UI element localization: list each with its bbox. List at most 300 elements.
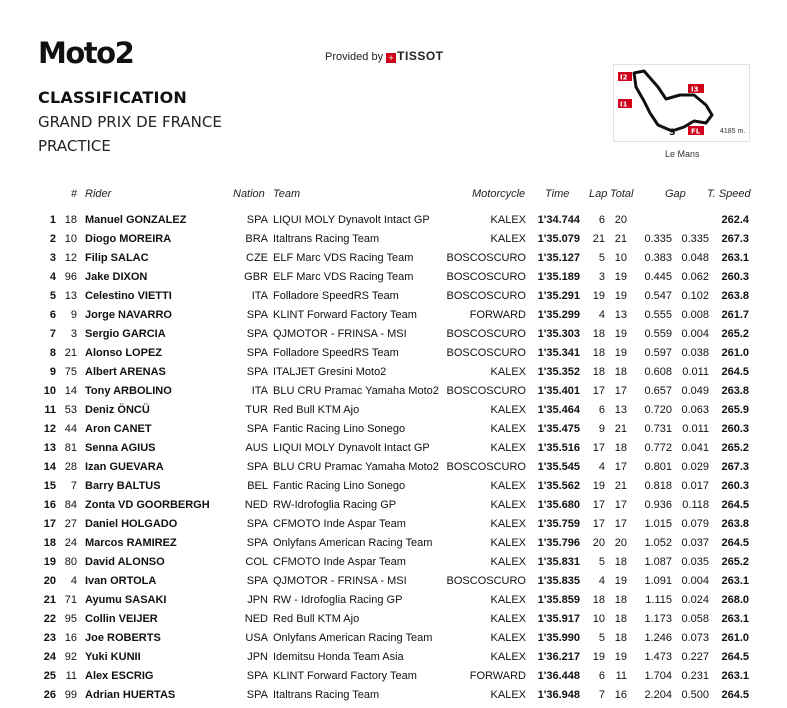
start-label: S <box>669 128 676 138</box>
cell-gap1: 0.720 <box>644 404 672 416</box>
cell-pos: 7 <box>49 328 56 340</box>
cell-nation: SPA <box>246 461 268 473</box>
cell-rider: Celestino VIETTI <box>85 290 172 302</box>
cell-total: 17 <box>614 385 627 397</box>
cell-speed: 263.1 <box>721 613 749 625</box>
cell-time: 1'35.831 <box>537 556 580 568</box>
cell-moto: KALEX <box>490 423 526 435</box>
cell-pos: 8 <box>49 347 56 359</box>
cell-gap2: 0.041 <box>681 442 709 454</box>
cell-team: QJMOTOR - FRINSA - MSI <box>273 575 407 587</box>
cell-gap1: 1.115 <box>645 594 672 606</box>
cell-gap2: 0.118 <box>682 499 709 511</box>
cell-total: 19 <box>614 271 627 283</box>
col-speed: T. Speed <box>707 188 751 200</box>
col-time: Time <box>545 188 570 200</box>
table-row <box>0 290 787 309</box>
cell-moto: BOSCOSCURO <box>446 575 526 587</box>
cell-team: RW - Idrofoglia Racing GP <box>273 594 403 606</box>
cell-lap: 9 <box>598 423 605 435</box>
cell-gap1: 1.246 <box>644 632 672 644</box>
cell-num: 18 <box>64 214 77 226</box>
cell-total: 21 <box>614 233 627 245</box>
cell-gap2: 0.035 <box>681 556 709 568</box>
cell-num: 4 <box>70 575 77 587</box>
table-row <box>0 214 787 233</box>
cell-time: 1'35.352 <box>537 366 580 378</box>
cell-rider: Joe ROBERTS <box>85 632 161 644</box>
cell-moto: KALEX <box>490 632 526 644</box>
cell-num: 16 <box>64 632 77 644</box>
cell-moto: BOSCOSCURO <box>446 252 526 264</box>
cell-num: 53 <box>64 404 77 416</box>
cell-gap2: 0.049 <box>681 385 709 397</box>
cell-team: ITALJET Gresini Moto2 <box>273 366 387 378</box>
cell-rider: Jake DIXON <box>85 271 148 283</box>
cell-lap: 4 <box>598 309 605 321</box>
cell-rider: Marcos RAMIREZ <box>85 537 177 549</box>
cell-lap: 18 <box>592 594 605 606</box>
cell-pos: 1 <box>49 214 56 226</box>
cell-lap: 3 <box>598 271 605 283</box>
cell-time: 1'35.680 <box>537 499 580 511</box>
cell-num: 81 <box>64 442 77 454</box>
finish-line-label: FL <box>691 127 701 136</box>
cell-gap1: 1.091 <box>644 575 672 587</box>
cell-lap: 17 <box>592 385 605 397</box>
cell-moto: KALEX <box>490 214 526 226</box>
cell-time: 1'35.759 <box>537 518 580 530</box>
cell-pos: 24 <box>43 651 56 663</box>
cell-rider: Collin VEIJER <box>85 613 158 625</box>
cell-num: 12 <box>64 252 77 264</box>
cell-team: CFMOTO Inde Aspar Team <box>273 556 406 568</box>
cell-speed: 268.0 <box>721 594 749 606</box>
cell-moto: KALEX <box>490 594 526 606</box>
cell-rider: Adrian HUERTAS <box>85 689 176 701</box>
cell-nation: SPA <box>246 518 268 530</box>
cell-num: 80 <box>64 556 77 568</box>
cell-pos: 20 <box>43 575 56 587</box>
cell-total: 10 <box>614 252 627 264</box>
cell-nation: TUR <box>245 404 268 416</box>
cell-nation: SPA <box>246 214 268 226</box>
cell-nation: ITA <box>251 290 268 302</box>
table-row <box>0 366 787 385</box>
cell-lap: 10 <box>592 613 605 625</box>
cell-pos: 25 <box>43 670 56 682</box>
cell-gap1: 0.818 <box>644 480 672 492</box>
cell-pos: 5 <box>49 290 56 302</box>
cell-nation: SPA <box>246 423 268 435</box>
table-row <box>0 670 787 689</box>
cell-total: 19 <box>614 575 627 587</box>
cell-team: LIQUI MOLY Dynavolt Intact GP <box>273 442 430 454</box>
cell-rider: Ivan ORTOLA <box>85 575 157 587</box>
cell-moto: BOSCOSCURO <box>446 328 526 340</box>
cell-team: Red Bull KTM Ajo <box>273 613 360 625</box>
sector-i1-label: I1 <box>620 100 628 109</box>
cell-num: 27 <box>64 518 77 530</box>
cell-pos: 9 <box>49 366 56 378</box>
cell-time: 1'35.079 <box>537 233 580 245</box>
cell-gap1: 0.657 <box>644 385 672 397</box>
cell-gap2: 0.227 <box>681 651 709 663</box>
cell-total: 21 <box>614 480 627 492</box>
cell-speed: 263.8 <box>721 518 749 530</box>
cell-gap1: 1.087 <box>644 556 672 568</box>
cell-num: 14 <box>64 385 77 397</box>
cell-gap1: 0.383 <box>644 252 672 264</box>
cell-total: 13 <box>614 404 627 416</box>
cell-moto: KALEX <box>490 556 526 568</box>
col-lap: Lap <box>589 188 608 200</box>
cell-team: LIQUI MOLY Dynavolt Intact GP <box>273 214 430 226</box>
cell-num: 24 <box>64 537 77 549</box>
cell-speed: 267.3 <box>721 233 749 245</box>
cell-speed: 261.7 <box>721 309 749 321</box>
cell-gap2: 0.024 <box>681 594 709 606</box>
cell-total: 21 <box>614 423 627 435</box>
cell-lap: 20 <box>592 537 605 549</box>
cell-moto: KALEX <box>490 366 526 378</box>
cell-pos: 11 <box>44 404 56 416</box>
table-row <box>0 518 787 537</box>
cell-moto: KALEX <box>490 613 526 625</box>
cell-time: 1'35.127 <box>537 252 580 264</box>
cell-time: 1'35.917 <box>537 613 580 625</box>
cell-gap1: 1.173 <box>644 613 672 625</box>
cell-total: 13 <box>614 309 627 321</box>
cell-total: 19 <box>614 328 627 340</box>
cell-gap1: 1.015 <box>644 518 672 530</box>
cell-num: 92 <box>64 651 77 663</box>
table-row <box>0 252 787 271</box>
cell-lap: 17 <box>592 442 605 454</box>
cell-gap2: 0.048 <box>681 252 709 264</box>
cell-gap1: 0.559 <box>644 328 672 340</box>
cell-num: 84 <box>64 499 77 511</box>
cell-total: 16 <box>614 689 627 701</box>
cell-lap: 19 <box>592 480 605 492</box>
cell-rider: Senna AGIUS <box>85 442 156 454</box>
cell-team: KLINT Forward Factory Team <box>273 670 417 682</box>
cell-pos: 26 <box>43 689 56 701</box>
cell-speed: 260.3 <box>721 271 749 283</box>
cell-time: 1'35.835 <box>537 575 580 587</box>
cell-moto: BOSCOSCURO <box>446 385 526 397</box>
cell-team: Onlyfans American Racing Team <box>273 632 433 644</box>
logo-text: Moto2 <box>38 36 134 70</box>
cell-speed: 261.0 <box>721 347 749 359</box>
cell-speed: 267.3 <box>721 461 749 473</box>
cell-pos: 15 <box>43 480 56 492</box>
cell-pos: 16 <box>43 499 56 511</box>
col-total: Total <box>610 188 634 200</box>
col-team: Team <box>273 188 301 200</box>
cell-nation: NED <box>244 499 268 511</box>
cell-speed: 263.1 <box>721 252 749 264</box>
cell-time: 1'35.990 <box>537 632 580 644</box>
cell-gap1: 0.801 <box>644 461 672 473</box>
table-row <box>0 309 787 328</box>
cell-total: 18 <box>614 442 627 454</box>
cell-team: QJMOTOR - FRINSA - MSI <box>273 328 407 340</box>
cell-team: RW-Idrofoglia Racing GP <box>273 499 397 511</box>
cell-lap: 19 <box>592 290 605 302</box>
cell-time: 1'34.744 <box>537 214 580 226</box>
cell-team: Idemitsu Honda Team Asia <box>273 651 404 663</box>
cell-moto: KALEX <box>490 404 526 416</box>
cell-lap: 5 <box>598 252 605 264</box>
cell-gap2: 0.004 <box>681 575 709 587</box>
cell-rider: Alex ESCRIG <box>85 670 154 682</box>
cell-nation: SPA <box>246 689 268 701</box>
cell-total: 20 <box>614 214 627 226</box>
cell-rider: Diogo MOREIRA <box>85 233 172 245</box>
cell-speed: 261.0 <box>721 632 749 644</box>
cell-speed: 264.5 <box>721 537 749 549</box>
cell-total: 17 <box>614 461 627 473</box>
cell-moto: BOSCOSCURO <box>446 290 526 302</box>
cell-rider: Albert ARENAS <box>85 366 166 378</box>
cell-speed: 260.3 <box>721 480 749 492</box>
col-nation: Nation <box>233 188 265 200</box>
cell-nation: USA <box>245 632 268 644</box>
cell-speed: 264.5 <box>721 366 749 378</box>
cell-gap1: 2.204 <box>644 689 672 701</box>
cell-total: 20 <box>614 537 627 549</box>
cell-time: 1'35.401 <box>537 385 580 397</box>
table-row <box>0 404 787 423</box>
cell-pos: 23 <box>43 632 56 644</box>
cell-gap1: 0.608 <box>644 366 672 378</box>
cell-team: ELF Marc VDS Racing Team <box>273 252 414 264</box>
cell-lap: 18 <box>592 366 605 378</box>
cell-moto: KALEX <box>490 689 526 701</box>
provided-by-label: Provided by <box>325 51 384 63</box>
cell-gap2: 0.063 <box>681 404 709 416</box>
cell-lap: 6 <box>598 214 605 226</box>
cell-team: CFMOTO Inde Aspar Team <box>273 518 406 530</box>
cell-lap: 5 <box>598 556 605 568</box>
cell-team: Folladore SpeedRS Team <box>273 347 399 359</box>
cell-lap: 7 <box>598 689 605 701</box>
cell-lap: 6 <box>598 670 605 682</box>
cell-nation: COL <box>245 556 268 568</box>
col-gap: Gap <box>665 188 686 200</box>
cell-lap: 18 <box>592 347 605 359</box>
sector-i2-label: I2 <box>620 73 628 82</box>
cell-num: 95 <box>64 613 77 625</box>
table-row <box>0 480 787 499</box>
cell-nation: NED <box>244 613 268 625</box>
cell-time: 1'35.341 <box>537 347 580 359</box>
cell-nation: JPN <box>247 594 268 606</box>
table-row <box>0 651 787 670</box>
cell-total: 19 <box>614 290 627 302</box>
table-row <box>0 385 787 404</box>
cell-pos: 4 <box>49 271 56 283</box>
cell-rider: Manuel GONZALEZ <box>85 214 187 226</box>
cell-time: 1'35.189 <box>537 271 580 283</box>
cell-gap2: 0.058 <box>681 613 709 625</box>
cell-rider: Daniel HOLGADO <box>85 518 178 530</box>
cell-rider: David ALONSO <box>85 556 165 568</box>
cell-moto: BOSCOSCURO <box>446 461 526 473</box>
cell-nation: SPA <box>246 347 268 359</box>
cell-rider: Izan GUEVARA <box>85 461 164 473</box>
cell-nation: SPA <box>246 670 268 682</box>
cell-pos: 22 <box>43 613 56 625</box>
cell-time: 1'35.475 <box>537 423 580 435</box>
cell-rider: Ayumu SASAKI <box>85 594 167 606</box>
cell-num: 96 <box>64 271 77 283</box>
cell-gap1: 0.547 <box>644 290 672 302</box>
cell-team: Onlyfans American Racing Team <box>273 537 433 549</box>
col-motorcycle: Motorcycle <box>472 188 526 200</box>
circuit-length: 4185 m. <box>720 128 746 135</box>
cell-time: 1'36.217 <box>537 651 580 663</box>
cell-time: 1'35.545 <box>537 461 580 473</box>
cell-gap2: 0.029 <box>681 461 709 473</box>
cell-time: 1'35.303 <box>537 328 580 340</box>
cell-gap1: 0.772 <box>644 442 672 454</box>
cell-gap2: 0.062 <box>681 271 709 283</box>
cell-pos: 10 <box>43 385 56 397</box>
cell-time: 1'36.448 <box>537 670 580 682</box>
cell-moto: KALEX <box>490 651 526 663</box>
cell-time: 1'36.948 <box>537 689 580 701</box>
cell-rider: Tony ARBOLINO <box>85 385 172 397</box>
cell-nation: AUS <box>245 442 268 454</box>
cell-gap2: 0.231 <box>681 670 709 682</box>
table-row <box>0 499 787 518</box>
cell-lap: 4 <box>598 575 605 587</box>
cell-rider: Aron CANET <box>85 423 152 435</box>
cell-pos: 3 <box>49 252 56 264</box>
cell-team: BLU CRU Pramac Yamaha Moto2 <box>273 385 439 397</box>
provided-by <box>325 49 444 63</box>
cell-gap1: 0.445 <box>644 271 672 283</box>
table-row <box>0 461 787 480</box>
cell-num: 75 <box>64 366 77 378</box>
cell-moto: BOSCOSCURO <box>446 347 526 359</box>
table-row <box>0 556 787 575</box>
cell-pos: 14 <box>43 461 56 473</box>
cell-team: ELF Marc VDS Racing Team <box>273 271 414 283</box>
cell-num: 99 <box>64 689 77 701</box>
table-row <box>0 613 787 632</box>
table-row <box>0 442 787 461</box>
cell-total: 11 <box>615 670 627 682</box>
event-name: GRAND PRIX DE FRANCE <box>38 113 222 131</box>
cell-moto: FORWARD <box>469 670 526 682</box>
table-row <box>0 347 787 366</box>
cell-team: Italtrans Racing Team <box>273 233 380 245</box>
cell-nation: ITA <box>251 385 268 397</box>
cell-gap2: 0.037 <box>681 537 709 549</box>
cell-nation: SPA <box>246 575 268 587</box>
table-row <box>0 233 787 252</box>
cell-pos: 2 <box>49 233 56 245</box>
cell-gap1: 0.731 <box>644 423 672 435</box>
cell-gap1: 1.052 <box>644 537 672 549</box>
cell-nation: BEL <box>247 480 268 492</box>
cell-num: 21 <box>64 347 77 359</box>
cell-num: 3 <box>70 328 77 340</box>
cell-moto: KALEX <box>490 233 526 245</box>
cell-time: 1'35.516 <box>537 442 580 454</box>
cell-nation: SPA <box>246 366 268 378</box>
cell-total: 19 <box>614 347 627 359</box>
cell-gap2: 0.073 <box>681 632 709 644</box>
cell-num: 10 <box>64 233 77 245</box>
table-row <box>0 575 787 594</box>
cell-speed: 263.8 <box>721 290 749 302</box>
table-row <box>0 328 787 347</box>
cell-total: 18 <box>614 594 627 606</box>
cell-total: 17 <box>614 518 627 530</box>
cell-speed: 265.2 <box>721 556 749 568</box>
cell-speed: 265.2 <box>721 328 749 340</box>
cell-gap2: 0.011 <box>682 366 709 378</box>
cell-moto: KALEX <box>490 480 526 492</box>
cell-num: 44 <box>64 423 77 435</box>
cell-moto: BOSCOSCURO <box>446 271 526 283</box>
cell-gap2: 0.017 <box>681 480 709 492</box>
session-name: PRACTICE <box>38 137 111 155</box>
cell-gap1: 1.704 <box>644 670 672 682</box>
cell-rider: Filip SALAC <box>85 252 149 264</box>
cell-total: 18 <box>614 632 627 644</box>
cell-speed: 263.8 <box>721 385 749 397</box>
cell-nation: CZE <box>246 252 268 264</box>
cell-pos: 18 <box>43 537 56 549</box>
cell-num: 9 <box>70 309 77 321</box>
cell-pos: 13 <box>43 442 56 454</box>
cell-nation: SPA <box>246 537 268 549</box>
cell-time: 1'35.291 <box>537 290 580 302</box>
cell-nation: JPN <box>247 651 268 663</box>
cell-gap2: 0.011 <box>682 423 709 435</box>
cell-rider: Alonso LOPEZ <box>85 347 162 359</box>
cell-gap2: 0.335 <box>681 233 709 245</box>
cell-speed: 263.1 <box>721 575 749 587</box>
cell-pos: 12 <box>43 423 56 435</box>
cell-moto: KALEX <box>490 518 526 530</box>
cell-gap1: 0.555 <box>644 309 672 321</box>
cell-rider: Deniz ÖNCÜ <box>85 404 150 416</box>
cell-team: Fantic Racing Lino Sonego <box>273 480 406 492</box>
cell-time: 1'35.859 <box>537 594 580 606</box>
cell-time: 1'35.562 <box>537 480 580 492</box>
col-rider: Rider <box>85 188 112 200</box>
cell-rider: Zonta VD GOORBERGH <box>85 499 210 511</box>
cell-speed: 262.4 <box>721 214 749 226</box>
cell-total: 18 <box>614 613 627 625</box>
table-row <box>0 594 787 613</box>
tissot-cross-icon: + <box>386 53 396 63</box>
cell-lap: 19 <box>592 651 605 663</box>
cell-nation: BRA <box>245 233 268 245</box>
cell-lap: 17 <box>592 518 605 530</box>
cell-pos: 19 <box>43 556 56 568</box>
cell-rider: Yuki KUNII <box>85 651 141 663</box>
cell-gap2: 0.102 <box>681 290 709 302</box>
table-row <box>0 689 787 708</box>
cell-gap2: 0.008 <box>681 309 709 321</box>
